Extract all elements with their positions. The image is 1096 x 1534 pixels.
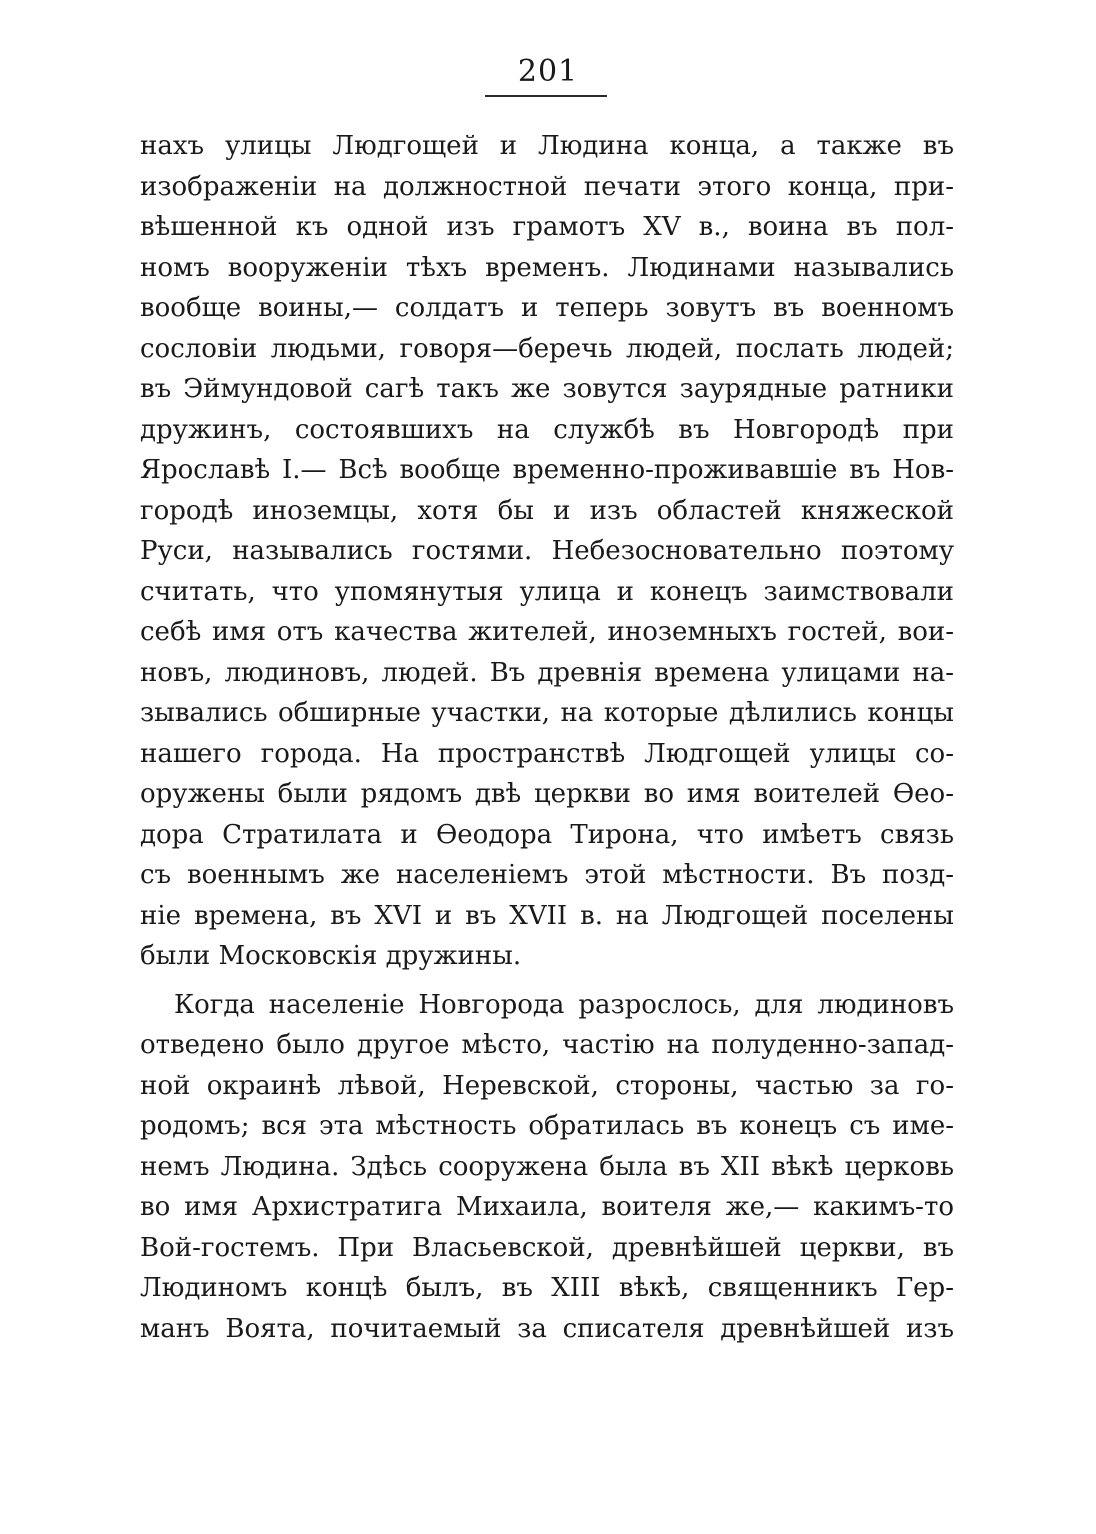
- text-line: номъ вооруженіи тѣхъ временъ. Людинами назывались: [140, 252, 954, 283]
- text-line: нашего города. На пространствѣ Людгощей улицы со-: [140, 738, 954, 769]
- text-line: съ военнымъ же населеніемъ этой мѣстности. Въ позд-: [140, 860, 954, 890]
- text-line: зывались обширные участки, на которые дѣлились концы: [140, 698, 954, 728]
- text-line: считать, что упомянутыя улица и конецъ заимствовали: [140, 576, 954, 607]
- text-line: отведено было другое мѣсто, частію на полуденно-запад-: [140, 1030, 954, 1060]
- text-line: въ Эймундовой сагѣ такъ же зовутся заурядные ратники: [140, 374, 954, 404]
- paragraph-gap: [140, 977, 954, 985]
- text-line: сословіи людьми, говоря—беречь людей, послать людей;: [140, 333, 954, 364]
- text-line: городѣ иноземцы, хотя бы и изъ областей княжеской: [140, 495, 954, 526]
- text-line: оружены были рядомъ двѣ церкви во имя воителей Ѳео-: [140, 779, 954, 809]
- text-line: Когда населеніе Новгорода разрослось, для людиновъ: [174, 989, 954, 1020]
- text-line: вообще воины,— солдатъ и теперь зовутъ въ военномъ: [140, 293, 954, 323]
- text-line: манъ Воята, почитаемый за списателя древнѣйшей изъ: [140, 1313, 954, 1344]
- page-number-underline: [485, 95, 607, 97]
- text-line: Ярославѣ I.— Всѣ вообще временно-проживавшіе въ Нов-: [140, 455, 954, 485]
- text-line: ніе времена, въ XVI и въ XVII в. на Людгощей поселены: [140, 900, 954, 931]
- text-line: себѣ имя отъ качества жителей, иноземныхъ гостей, вои-: [140, 617, 954, 647]
- text-line: изображеніи на должностной печати этого конца, при-: [140, 171, 954, 202]
- text-line: Вой-гостемъ. При Власьевской, древнѣйшей церкви, въ: [140, 1232, 954, 1263]
- body-text: [140, 126, 954, 1349]
- text-line: нахъ улицы Людгощей и Людина конца, а также въ: [140, 131, 954, 161]
- text-line: были Московскія дружины.: [140, 941, 522, 971]
- text-line: Людиномъ концѣ былъ, въ XIII вѣкѣ, священникъ Гер-: [140, 1273, 954, 1303]
- text-line: вѣшенной къ одной изъ грамотъ XV в., воина въ пол-: [140, 212, 954, 242]
- text-line: во имя Архистратига Михаила, воителя же,— какимъ-то: [140, 1192, 954, 1222]
- text-line: родомъ; вся эта мѣстность обратилась въ конецъ съ име-: [140, 1111, 954, 1141]
- text-line: ной окраинѣ лѣвой, Неревской, стороны, частью за го-: [140, 1070, 954, 1101]
- text-line: дружинъ, состоявшихъ на службѣ въ Новгородѣ при: [140, 414, 954, 445]
- text-line: дора Стратилата и Ѳеодора Тирона, что имѣетъ связь: [140, 819, 954, 850]
- page-number: 201: [517, 54, 579, 89]
- text-line: немъ Людина. Здѣсь сооружена была въ XII вѣкѣ церковь: [140, 1151, 954, 1182]
- text-line: новъ, людиновъ, людей. Въ древнія времена улицами на-: [140, 657, 954, 688]
- text-line: Руси, назывались гостями. Небезосновательно поэтому: [140, 536, 954, 566]
